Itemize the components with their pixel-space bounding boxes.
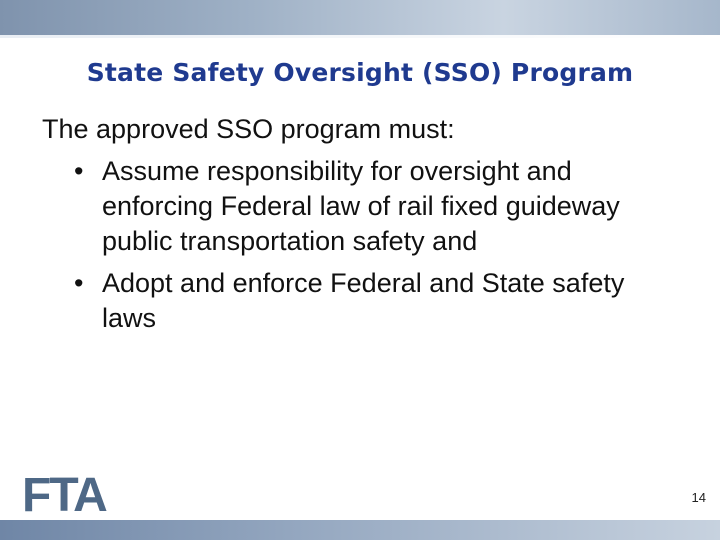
list-item [42,154,682,259]
logo-mark: FTA [22,469,106,522]
list-item [42,266,682,336]
lead-text: The approved SSO program must: [42,114,455,144]
header-band [0,0,720,38]
bullet-list [42,154,682,336]
bullet-text: Assume responsibility for oversight and enforcing Federal law of rail fixed guideway public transportation safety and [102,156,620,256]
bullet-icon: • [74,156,84,186]
fta-logo [22,469,308,526]
logo-subtitle: FEDERAL TRANSIT ADMINISTRATION [24,515,308,522]
slide-body [42,112,682,343]
page-number: 14 [691,490,706,505]
slide-title: State Safety Oversight (SSO) Program [86,58,634,87]
bullet-icon: • [74,268,84,298]
bullet-text: Adopt and enforce Federal and State safety laws [102,268,625,333]
